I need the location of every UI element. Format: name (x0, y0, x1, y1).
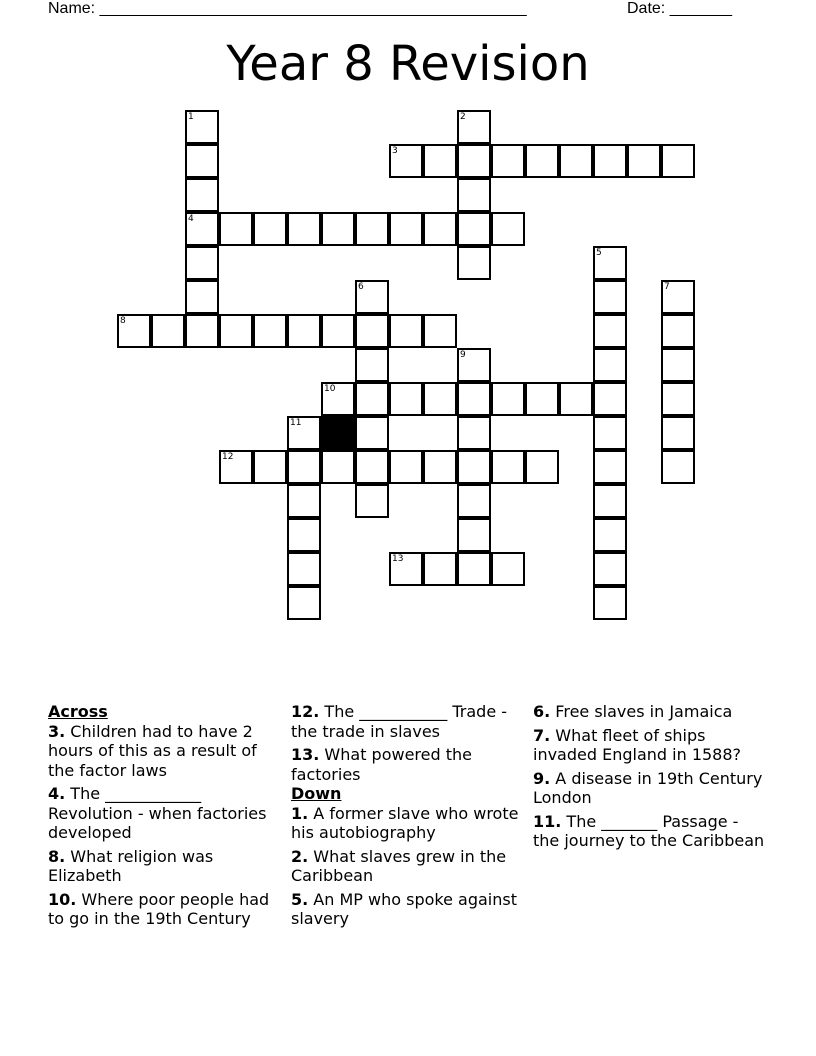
crossword-cell[interactable] (627, 144, 661, 178)
clue-number: 1. (291, 803, 309, 823)
crossword-cell[interactable] (423, 450, 457, 484)
crossword-cell[interactable] (661, 348, 695, 382)
crossword-cell[interactable] (457, 144, 491, 178)
clue-number: 6. (533, 702, 551, 721)
crossword-cell[interactable] (185, 212, 219, 246)
crossword-cell[interactable] (661, 382, 695, 416)
clue-down-2 (291, 847, 527, 886)
clue-number-label: 8 (120, 316, 126, 326)
clue-down-9 (533, 769, 769, 808)
crossword-cell[interactable] (287, 416, 321, 450)
crossword-cell[interactable] (355, 280, 389, 314)
crossword-cell[interactable] (355, 484, 389, 518)
crossword-cell[interactable] (593, 314, 627, 348)
crossword-cell[interactable] (457, 382, 491, 416)
crossword-cell[interactable] (661, 416, 695, 450)
clue-across-8 (48, 847, 284, 886)
crossword-cell[interactable] (457, 518, 491, 552)
clue-number-label: 5 (596, 248, 602, 258)
crossword-cell[interactable] (219, 212, 253, 246)
crossword-cell[interactable] (389, 144, 423, 178)
crossword-cell[interactable] (525, 450, 559, 484)
clue-number: 12. (291, 702, 320, 721)
crossword-cell[interactable] (321, 450, 355, 484)
clue-number-label: 7 (664, 282, 670, 292)
crossword-cell[interactable] (593, 246, 627, 280)
clue-text: What religion was Elizabeth (48, 846, 214, 885)
clue-text: The _______ Passage - the journey to the Caribbean (533, 811, 765, 850)
clue-number-label: 4 (188, 214, 194, 224)
crossword-cell[interactable] (253, 314, 287, 348)
crossword-cell[interactable] (491, 212, 525, 246)
clue-number-label: 11 (290, 418, 302, 428)
clue-number-label: 2 (460, 112, 466, 122)
crossword-cell[interactable] (253, 450, 287, 484)
crossword-cell[interactable] (593, 586, 627, 620)
crossword-cell[interactable] (593, 348, 627, 382)
clue-number-label: 9 (460, 350, 466, 360)
crossword-cell[interactable] (287, 450, 321, 484)
crossword-cell[interactable] (661, 314, 695, 348)
clue-down-6 (533, 702, 769, 722)
crossword-cell[interactable] (593, 416, 627, 450)
crossword-cell[interactable] (253, 212, 287, 246)
crossword-cell[interactable] (457, 450, 491, 484)
clue-number: 5. (291, 889, 309, 909)
crossword-cell[interactable] (389, 212, 423, 246)
crossword-cell[interactable] (661, 450, 695, 484)
clue-text: What powered the factories (291, 745, 472, 784)
crossword-cell[interactable] (423, 552, 457, 586)
crossword-cell[interactable] (117, 314, 151, 348)
crossword-cell[interactable] (457, 484, 491, 518)
crossword-cell[interactable] (185, 280, 219, 314)
clue-number: 4. (48, 784, 66, 803)
crossword-cell[interactable] (321, 212, 355, 246)
crossword-cell[interactable] (355, 450, 389, 484)
clue-number: 13. (291, 745, 320, 764)
crossword-cell[interactable] (321, 314, 355, 348)
clue-down-7 (533, 726, 769, 765)
clue-across-3 (48, 722, 284, 781)
clue-across-13 (291, 745, 527, 784)
clue-number: 3. (48, 721, 66, 741)
crossword-cell[interactable] (355, 416, 389, 450)
crossword-cell[interactable] (525, 382, 559, 416)
crossword-cell[interactable] (593, 484, 627, 518)
clue-number-label: 13 (392, 554, 404, 564)
clue-number-label: 10 (324, 384, 336, 394)
clue-text: A former slave who wrote his autobiography (291, 803, 519, 842)
crossword-cell[interactable] (423, 314, 457, 348)
clue-text: A disease in 19th Century London (533, 768, 763, 807)
crossword-cell[interactable] (185, 314, 219, 348)
clue-number: 11. (533, 811, 562, 831)
clue-number-label: 12 (222, 452, 234, 462)
clue-number-label: 1 (188, 112, 194, 122)
clue-number: 9. (533, 768, 551, 788)
clue-number: 7. (533, 725, 551, 745)
crossword-cell[interactable] (593, 382, 627, 416)
clue-number: 8. (48, 846, 66, 866)
clue-text: The ___________ Trade - the trade in slaves (291, 702, 508, 741)
crossword-cell[interactable] (661, 144, 695, 178)
crossword-cell[interactable] (389, 314, 423, 348)
crossword-cell[interactable] (559, 382, 593, 416)
clue-text: Free slaves in Jamaica (550, 702, 733, 721)
clue-down-5 (291, 890, 527, 929)
crossword-cell[interactable] (287, 484, 321, 518)
clue-text: What fleet of ships invaded England in 1588? (533, 725, 742, 764)
crossword-cell[interactable] (559, 144, 593, 178)
crossword-cell[interactable] (151, 314, 185, 348)
crossword-cell[interactable] (321, 382, 355, 416)
crossword-cell[interactable] (185, 178, 219, 212)
clue-text: An MP who spoke against slavery (291, 889, 517, 928)
crossword-cell[interactable] (423, 212, 457, 246)
clue-number: 2. (291, 846, 309, 866)
crossword-cell[interactable] (661, 280, 695, 314)
crossword-cell[interactable] (219, 450, 253, 484)
crossword-cell[interactable] (355, 382, 389, 416)
clue-number-label: 3 (392, 146, 398, 156)
down-heading: Down (291, 784, 342, 803)
crossword-cell[interactable] (491, 450, 525, 484)
crossword-cell[interactable] (287, 212, 321, 246)
crossword-cell[interactable] (355, 314, 389, 348)
clue-across-12 (291, 702, 527, 741)
crossword-cell[interactable] (491, 552, 525, 586)
crossword-cell[interactable] (389, 552, 423, 586)
crossword-cell[interactable] (457, 178, 491, 212)
clue-number: 10. (48, 889, 77, 909)
crossword-cell[interactable] (287, 518, 321, 552)
crossword-cell[interactable] (457, 416, 491, 450)
crossword-cell[interactable] (423, 144, 457, 178)
clue-text: The ____________ Revolution - when factories developed (48, 784, 267, 842)
crossword-cell[interactable] (287, 314, 321, 348)
crossword-cell[interactable] (389, 450, 423, 484)
crossword-cell[interactable] (457, 552, 491, 586)
crossword-cell[interactable] (593, 280, 627, 314)
clue-text: Where poor people had to go in the 19th Century (48, 889, 270, 928)
name-field-label: Name: ________________________________________________ (48, 0, 527, 17)
crossword-cell[interactable] (287, 552, 321, 586)
crossword-cell[interactable] (287, 586, 321, 620)
across-heading: Across (48, 702, 108, 721)
clue-text: Children had to have 2 hours of this as a result of the factor laws (48, 721, 257, 780)
crossword-cell[interactable] (491, 382, 525, 416)
crossword-cell[interactable] (491, 144, 525, 178)
crossword-cell[interactable] (219, 314, 253, 348)
clues-column-1 (48, 702, 284, 933)
crossword-cell[interactable] (593, 552, 627, 586)
clues-column-2 (291, 702, 527, 933)
clue-down-11 (533, 812, 769, 851)
crossword-black-cell (321, 416, 355, 450)
crossword-cell[interactable] (457, 110, 491, 144)
crossword-cell[interactable] (593, 144, 627, 178)
clue-text: What slaves grew in the Caribbean (291, 846, 507, 885)
crossword-cell[interactable] (423, 382, 457, 416)
crossword-cell[interactable] (457, 212, 491, 246)
clue-across-10 (48, 890, 284, 929)
crossword-cell[interactable] (185, 144, 219, 178)
crossword-cell[interactable] (593, 450, 627, 484)
crossword-cell[interactable] (593, 518, 627, 552)
crossword-cell[interactable] (457, 246, 491, 280)
crossword-cell[interactable] (185, 246, 219, 280)
clue-across-4 (48, 784, 284, 843)
crossword-cell[interactable] (355, 212, 389, 246)
crossword-cell[interactable] (185, 110, 219, 144)
clue-down-1 (291, 804, 527, 843)
crossword-cell[interactable] (525, 144, 559, 178)
crossword-cell[interactable] (355, 348, 389, 382)
clue-number-label: 6 (358, 282, 364, 292)
crossword-cell[interactable] (457, 348, 491, 382)
clues-column-3 (533, 702, 769, 855)
crossword-cell[interactable] (389, 382, 423, 416)
page-title: Year 8 Revision (226, 36, 590, 92)
date-field-label: Date: _______ (627, 0, 732, 17)
